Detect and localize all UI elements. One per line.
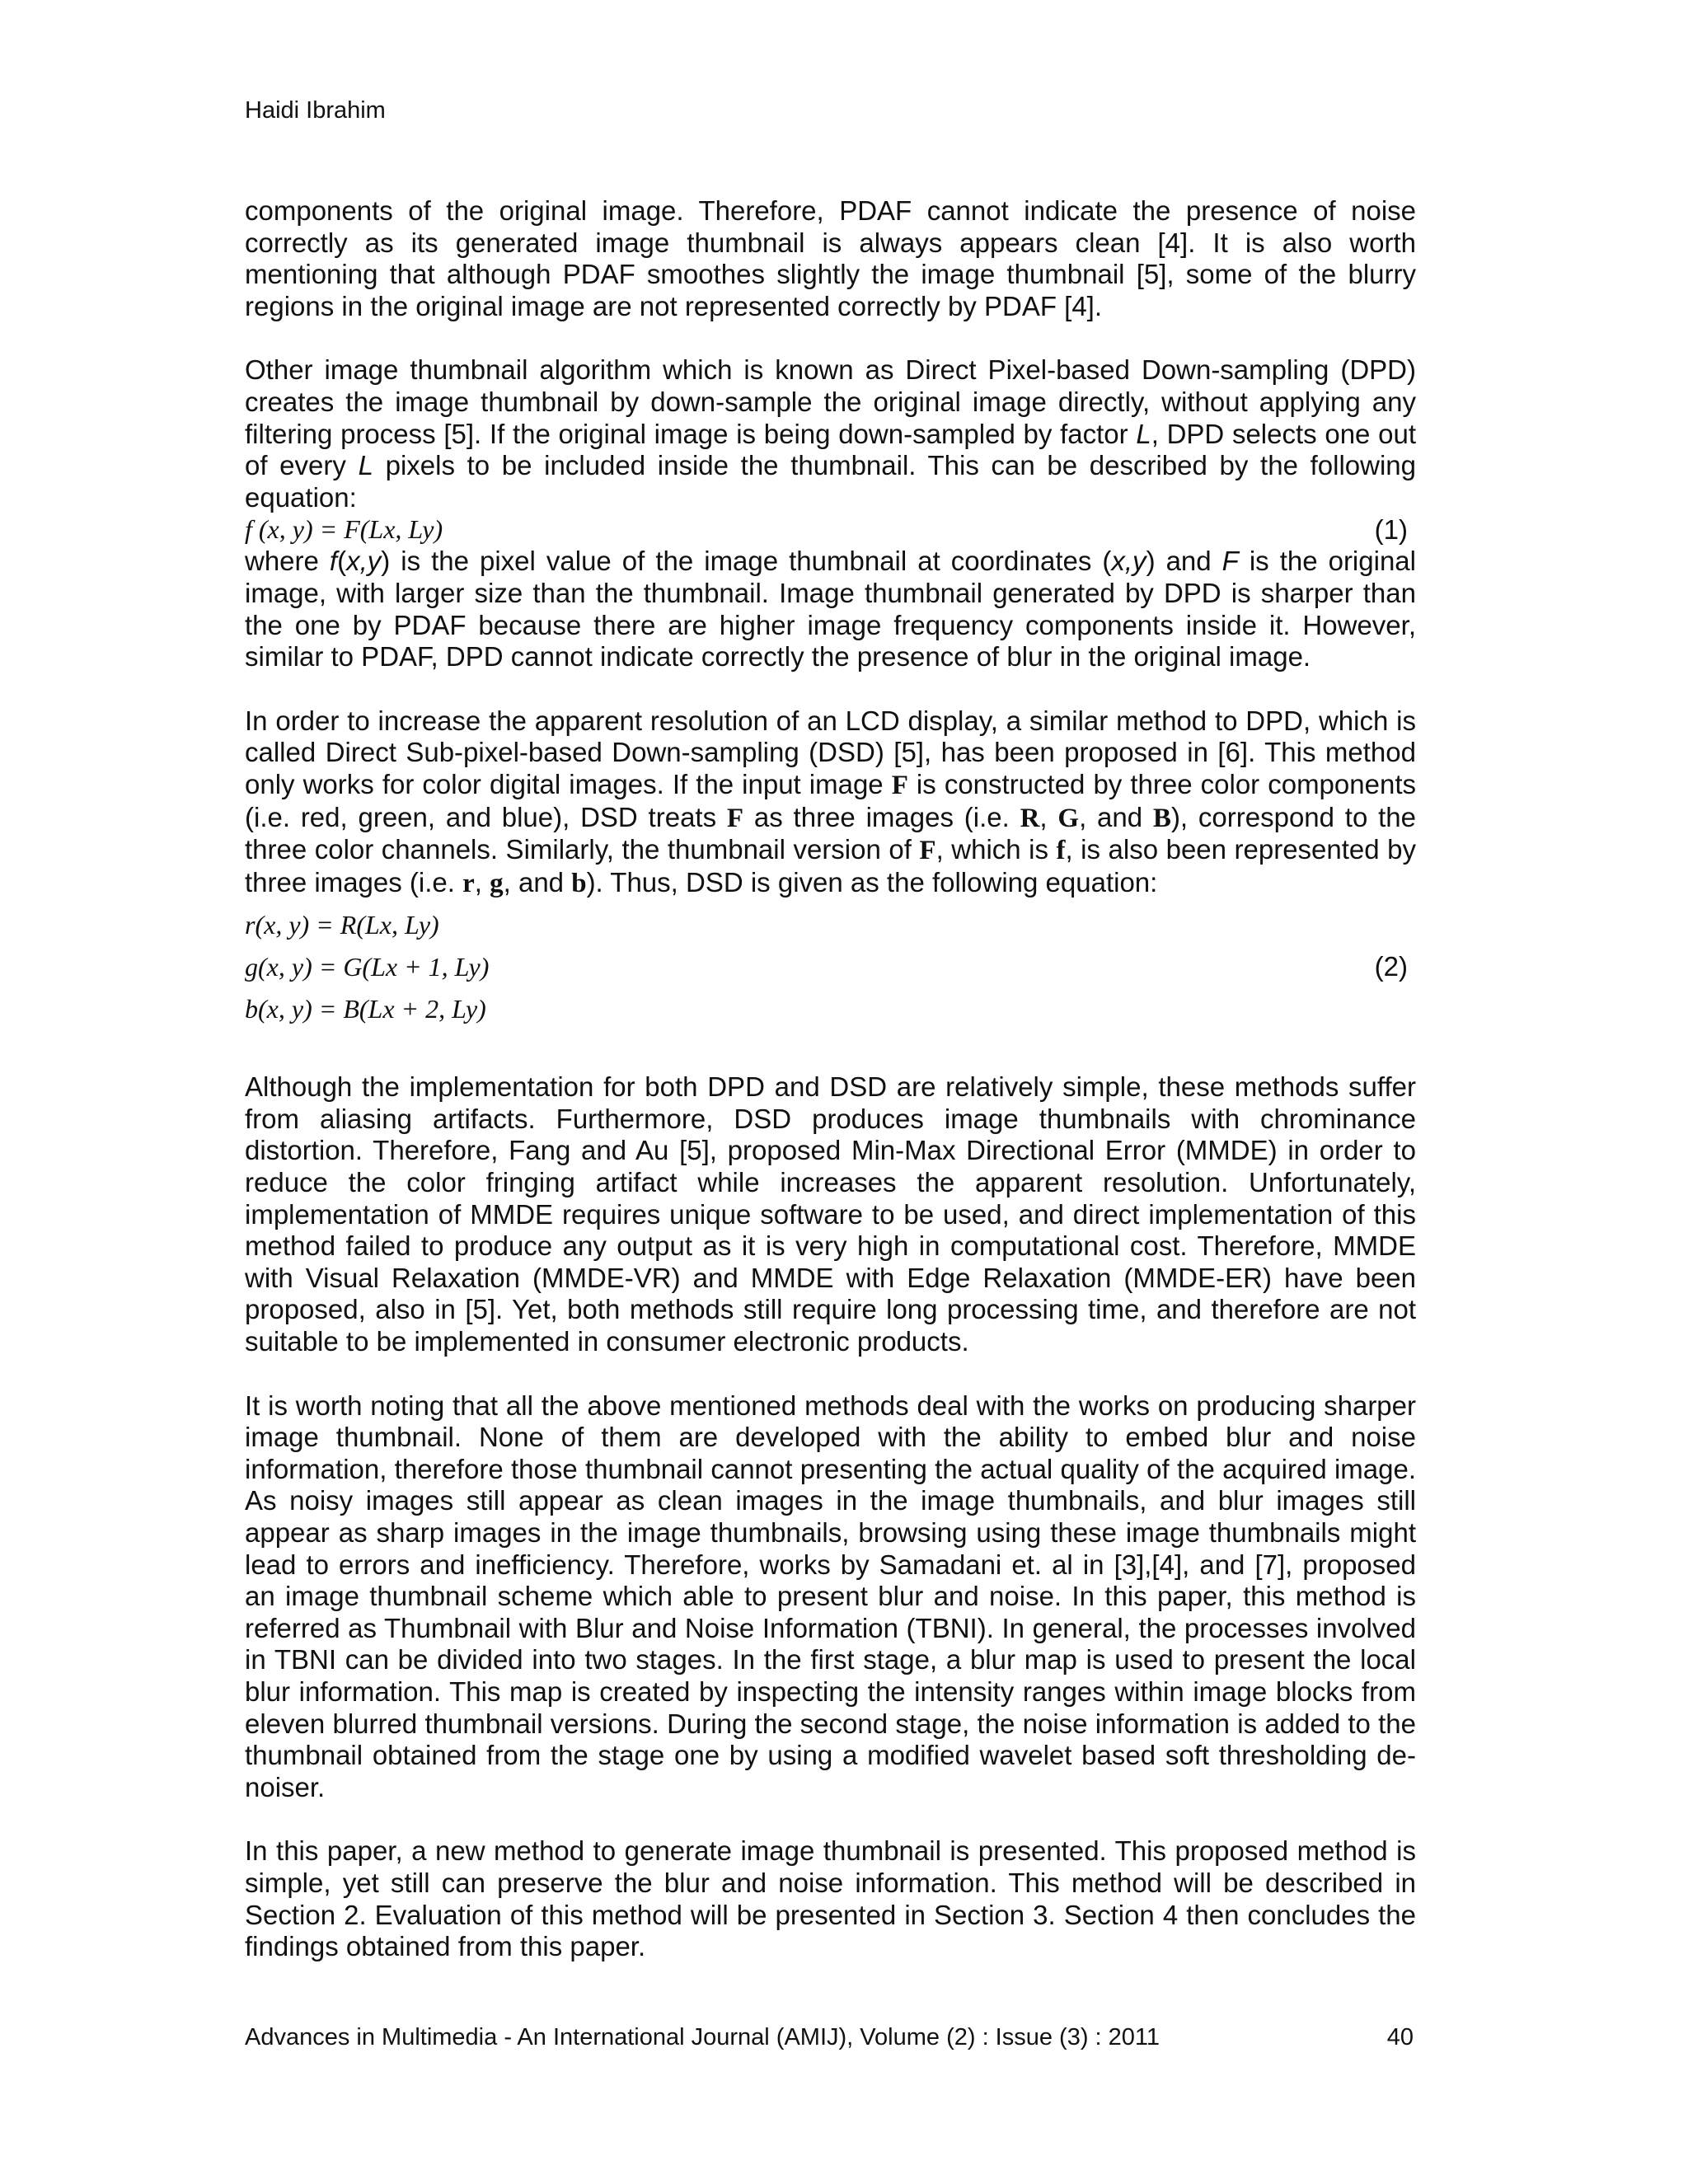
equation-2-line-r: r(x, y) = R(Lx, Ly) (245, 910, 439, 940)
equation-2-line-g: g(x, y) = G(Lx + 1, Ly) (245, 952, 490, 982)
equation-1 (245, 513, 1416, 546)
equation-2-lines (245, 904, 489, 1030)
paragraph-2: Other image thumbnail algorithm which is known as Direct Pixel-based Down-sampling (DPD) creates the image thumbnail by down-sample the original image directly, without applying any filtering process [5]. If the original image is being down-sampled by factor L, DPD selects one out of every L pixels to be included inside the thumbnail. This can be described by the following equation: (245, 354, 1416, 513)
equation-2-line-b: b(x, y) = B(Lx + 2, Ly) (245, 994, 486, 1024)
footer-journal: Advances in Multimedia - An International Journal (AMIJ), Volume (2) : Issue (3) : 2011 (245, 2024, 1160, 2050)
equation-2-number: (2) (1374, 951, 1408, 982)
equation-1-expression: f (x, y) = F(Lx, Ly) (245, 514, 443, 545)
paragraph-7: In this paper, a new method to generate image thumbnail is presented. This proposed method is simple, yet still can preserve the blur and noise information. This method will be described in Section 2. Evaluation of this method will be presented in Section 3. Section 4 then concludes the findings obtained from this paper. (245, 1835, 1416, 1962)
paragraph-1: components of the original image. Therefore, PDAF cannot indicate the presence of noise correctly as its generated image thumbnail is always appears clean [4]. It is also worth mentioning that although PDAF smoothes slightly the image thumbnail [5], some of the blurry regions in the original image are not represented correctly by PDAF [4]. (245, 195, 1416, 321)
paragraph-5: Although the implementation for both DPD and DSD are relatively simple, these methods suffer from aliasing artifacts. Furthermore, DSD produces image thumbnails with chrominance distortion. Therefore, Fang and Au [5], proposed Min-Max Directional Error (MMDE) in order to reduce the color fringing artifact while increases the apparent resolution. Unfortunately, implementation of MMDE requires unique software to be used, and direct implementation of this method failed to produce any output as it is very high in computational cost. Therefore, MMDE with Visual Relaxation (MMDE-VR) and MMDE with Edge Relaxation (MMDE-ER) have been proposed, also in [5]. Yet, both methods still require long processing time, and therefore are not suitable to be implemented in consumer electronic products. (245, 1071, 1416, 1357)
equation-2 (245, 904, 1416, 1030)
page-number: 40 (1386, 2024, 1414, 2050)
paragraph-3: where f(x,y) is the pixel value of the image thumbnail at coordinates (x,y) and F is the original image, with larger size than the thumbnail. Image thumbnail generated by DPD is sharper than the one by PDAF because there are higher image frequency components inside it. However, similar to PDAF, DPD cannot indicate correctly the presence of blur in the original image. (245, 546, 1416, 673)
paragraph-6: It is worth noting that all the above mentioned methods deal with the works on producing sharper image thumbnail. None of them are developed with the ability to embed blur and noise information, therefore those thumbnail cannot presenting the actual quality of the acquired image. As noisy images still appear as clean images in the image thumbnails, and blur images still appear as sharp images in the image thumbnails, browsing using these image thumbnails might lead to errors and inefficiency. Therefore, works by Samadani et. al in [3],[4], and [7], proposed an image thumbnail scheme which able to present blur and noise. In this paper, this method is referred as Thumbnail with Blur and Noise Information (TBNI). In general, the processes involved in TBNI can be divided into two stages. In the first stage, a blur map is used to present the local blur information. This map is created by inspecting the intensity ranges within image blocks from eleven blurred thumbnail versions. During the second stage, the noise information is added to the thumbnail obtained from the stage one by using a modified wavelet based soft thresholding de-noiser. (245, 1390, 1416, 1802)
paragraph-4: In order to increase the apparent resolution of an LCD display, a similar method to DPD, which is called Direct Sub-pixel-based Down-sampling (DSD) [5], has been proposed in [6]. This method only works for color digital images. If the input image F is constructed by three color components (i.e. red, green, and blue), DSD treats F as three images (i.e. R, G, and B), correspond to the three color channels. Similarly, the thumbnail version of F, which is f, is also been represented by three images (i.e. r, g, and b). Thus, DSD is given as the following equation: (245, 705, 1417, 898)
equation-1-number: (1) (1374, 514, 1408, 546)
page-footer (245, 2024, 1416, 2051)
body-text (245, 195, 1416, 1963)
running-header-author: Haidi Ibrahim (245, 97, 386, 124)
